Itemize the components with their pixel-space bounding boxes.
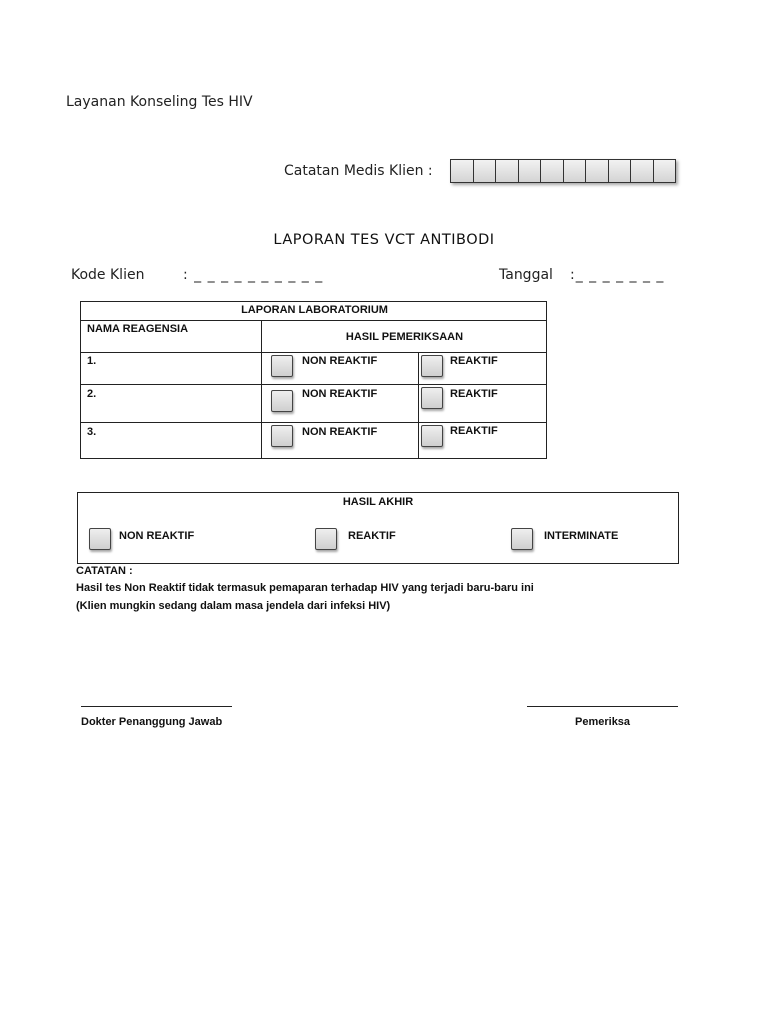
reagent-row-number: 3. [87, 426, 97, 438]
non-reactive-label: NON REAKTIF [302, 355, 378, 367]
reactive-label: REAKTIF [450, 425, 498, 437]
record-digit-box[interactable] [451, 160, 474, 182]
non-reactive-label: NON REAKTIF [302, 388, 378, 400]
reactive-label: REAKTIF [450, 388, 498, 400]
notes-text-line: Hasil tes Non Reaktif tidak termasuk pemaparan terhadap HIV yang terjadi baru-baru ini [76, 582, 534, 594]
reactive-label: REAKTIF [450, 355, 498, 367]
final-reactive-checkbox[interactable] [315, 528, 337, 550]
final-non-reactive-checkbox[interactable] [89, 528, 111, 550]
reagent-row-number: 1. [87, 355, 97, 367]
non-reactive-label: NON REAKTIF [302, 426, 378, 438]
result-column-header: HASIL PEMERIKSAAN [345, 331, 464, 343]
record-digit-box[interactable] [474, 160, 497, 182]
final-indeterminate-label: INTERMINATE [544, 530, 619, 542]
signature-line-right [527, 706, 678, 707]
record-digit-box[interactable] [609, 160, 632, 182]
service-title: Layanan Konseling Tes HIV [66, 94, 253, 110]
final-reactive-label: REAKTIF [348, 530, 396, 542]
record-digit-box[interactable] [631, 160, 654, 182]
record-digit-box[interactable] [496, 160, 519, 182]
date-label: Tanggal [499, 267, 553, 283]
report-title: LAPORAN TES VCT ANTIBODI [273, 232, 495, 248]
reagent-column-header: NAMA REAGENSIA [87, 323, 189, 335]
final-non-reactive-label: NON REAKTIF [119, 530, 195, 542]
medical-record-label: Catatan Medis Klien : [284, 163, 433, 179]
final-indeterminate-checkbox[interactable] [511, 528, 533, 550]
lab-report-table [80, 301, 547, 459]
signature-line-left [81, 706, 232, 707]
non-reactive-checkbox[interactable] [271, 355, 293, 377]
medical-record-number-boxes[interactable] [450, 159, 676, 183]
record-digit-box[interactable] [564, 160, 587, 182]
notes-text-line: (Klien mungkin sedang dalam masa jendela dari infeksi HIV) [76, 600, 391, 612]
client-code-label: Kode Klien [71, 267, 145, 283]
reagent-row-number: 2. [87, 388, 97, 400]
notes-title: CATATAN : [76, 565, 133, 577]
final-result-title: HASIL AKHIR [342, 496, 414, 508]
final-result-box [77, 492, 679, 564]
record-digit-box[interactable] [519, 160, 542, 182]
non-reactive-checkbox[interactable] [271, 425, 293, 447]
record-digit-box[interactable] [654, 160, 676, 182]
examiner-label: Pemeriksa [575, 716, 631, 728]
reactive-checkbox[interactable] [421, 355, 443, 377]
record-digit-box[interactable] [541, 160, 564, 182]
date-field[interactable]: :_ _ _ _ _ _ _ [570, 267, 665, 283]
reactive-checkbox[interactable] [421, 425, 443, 447]
lab-table-title: LAPORAN LABORATORIUM [241, 304, 388, 316]
client-code-field[interactable]: : _ _ _ _ _ _ _ _ _ _ [183, 267, 324, 283]
record-digit-box[interactable] [586, 160, 609, 182]
reactive-checkbox[interactable] [421, 387, 443, 409]
responsible-doctor-label: Dokter Penanggung Jawab [81, 716, 223, 728]
non-reactive-checkbox[interactable] [271, 390, 293, 412]
